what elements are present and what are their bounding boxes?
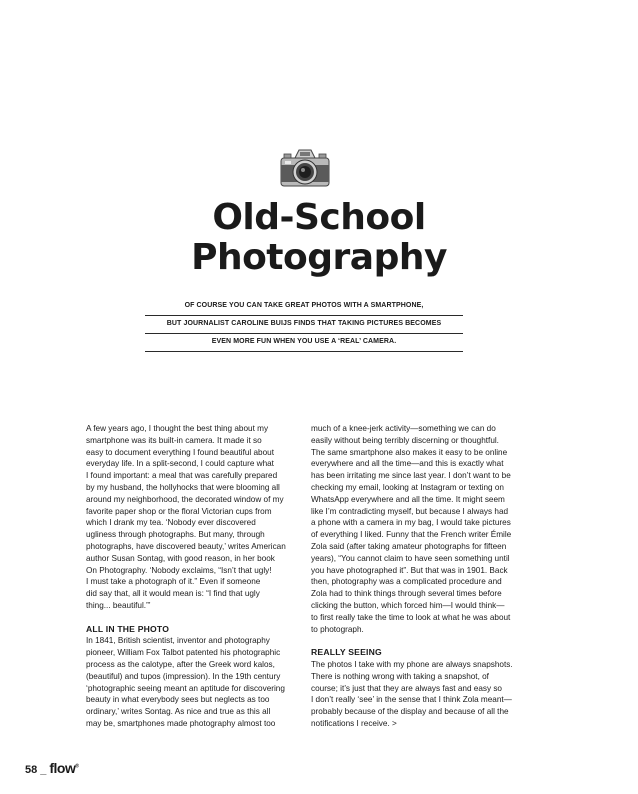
body-column-left xyxy=(86,423,319,730)
body-paragraph: much of a knee-jerk activity—something we can do easily without being terribly discerning or thoughtful. The same smartphone also makes it easy to be online everywhere and all the time—and this is exactly what has been irritating me since last year. I don’t want to be checking my email, looking at Instagram or texting on WhatsApp everywhere and all the time. It might seem like I’m contradicting myself, but because I always had a phone with a camera in my bag, I would take pictures of everything I liked. Funny that the French writer Émile Zola said (after taking amateur photographs for fifteen years), “You cannot claim to have seen something until you have photographed it”. But that was in 1901. Back then, photography was a complicated procedure and Zola had to think things through several times before clicking the button, which forced him—I would think— to first really take the time to look at what he was about to photograph. xyxy=(311,424,512,634)
logo-text: flow xyxy=(49,760,76,776)
subtitle-line-1: OF COURSE YOU CAN TAKE GREAT PHOTOS WITH A SMARTPHONE, xyxy=(145,298,463,316)
title-line-2: Photography xyxy=(191,237,447,278)
body-paragraph: The photos I take with my phone are always snapshots. There is nothing wrong with taking a snapshot, of course; it’s just that they are always fast and easy so I don’t really ‘see’ in the sense that I think Zola meant— probably because of the display and because of all the notifications I receive. > xyxy=(311,659,513,728)
page-footer xyxy=(25,760,79,776)
section-heading: REALLY SEEING xyxy=(311,647,382,658)
subtitle-line-3: EVEN MORE FUN WHEN YOU USE A ‘REAL’ CAMERA. xyxy=(145,334,463,352)
body-paragraph: In 1841, British scientist, inventor and photography pioneer, William Fox Talbot patented his photographic process as the calotype, after the Greek word kalos, (beautiful) and tupos (impression). In the 19th century ‘photographic seeing meant an aptitude for discovering beauty in what everybody sees but neglects as too ordinary,’ writes Sontag. As nice and true as this all may be, smartphones made photography almost too xyxy=(86,636,285,728)
vintage-camera-icon xyxy=(279,148,331,188)
page-number: 58 xyxy=(25,764,38,776)
flow-logo xyxy=(49,760,78,776)
article-title xyxy=(0,198,638,278)
section-heading: ALL IN THE PHOTO xyxy=(86,623,170,634)
body-paragraph: A few years ago, I thought the best thing about my smartphone was its built-in camera. It made it so easy to document everything I found beautiful about everyday life. In a split-second, I could capture what I found important: a meal that was carefully prepared by my husband, the hollyhocks that were blooming all around my neighborhood, the decorated window of my favorite paper shop or the floral Victorian cups from which I drank my tea. ‘Nobody ever discovered ugliness through photographs. But many, through photographs, have discovered beauty,’ writes American author Susan Sontag, with good reason, in her book On Photography. ‘Nobody exclaims, “Isn’t that ugly! I must take a photograph of it.” Even if someone did say that, all it would mean is: “I find that ugly thing... beautiful.”’ xyxy=(86,424,286,610)
title-line-1: Old-School xyxy=(212,197,426,238)
subtitle-line-2: BUT JOURNALIST CAROLINE BUIJS FINDS THAT TAKING PICTURES BECOMES xyxy=(145,316,463,334)
logo-mark: ® xyxy=(75,763,79,770)
body-column-right xyxy=(311,423,545,730)
footer-separator: _ xyxy=(40,764,47,776)
article-subtitle xyxy=(145,298,463,352)
